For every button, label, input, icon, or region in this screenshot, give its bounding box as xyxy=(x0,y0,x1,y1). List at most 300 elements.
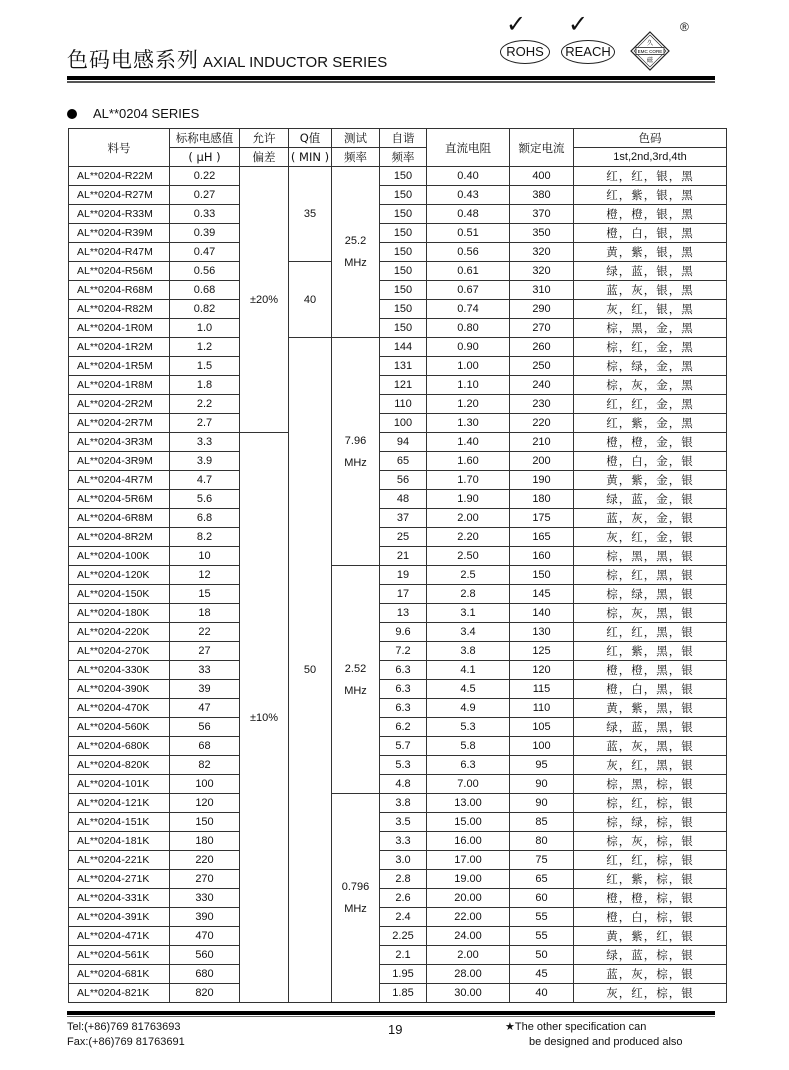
inductance-cell: 3.3 xyxy=(170,433,240,452)
color-code-cell: 蓝，灰，金，银 xyxy=(574,509,727,528)
inductance-cell: 0.82 xyxy=(170,300,240,319)
logo-top-char: 久 xyxy=(646,40,654,47)
dcr-cell: 19.00 xyxy=(427,870,510,889)
part-number-cell: AL**0204-271K xyxy=(69,870,170,889)
header-color-code: 色码 xyxy=(574,129,727,148)
color-code-cell: 绿，蓝，银，黑 xyxy=(574,262,727,281)
inductance-cell: 100 xyxy=(170,775,240,794)
test-frequency-value: 7.96 xyxy=(344,434,367,447)
table-row xyxy=(69,319,727,338)
srf-cell: 2.25 xyxy=(380,927,427,946)
inductance-cell: 12 xyxy=(170,566,240,585)
srf-cell: 150 xyxy=(380,186,427,205)
color-code-cell: 灰，红，棕，银 xyxy=(574,984,727,1003)
inductance-cell: 18 xyxy=(170,604,240,623)
fax: Fax:(+86)769 81763691 xyxy=(67,1036,185,1048)
reach-check-icon: ✓ xyxy=(568,10,589,38)
table-row xyxy=(69,224,727,243)
part-number-cell: AL**0204-181K xyxy=(69,832,170,851)
rohs-check-icon: ✓ xyxy=(506,10,527,38)
part-number-cell: AL**0204-180K xyxy=(69,604,170,623)
srf-cell: 13 xyxy=(380,604,427,623)
table-row xyxy=(69,452,727,471)
table-row xyxy=(69,547,727,566)
srf-cell: 150 xyxy=(380,281,427,300)
rated-current-cell: 150 xyxy=(510,566,574,585)
table-row xyxy=(69,433,727,452)
part-number-cell: AL**0204-R27M xyxy=(69,186,170,205)
color-code-cell: 棕，红，黑，银 xyxy=(574,566,727,585)
color-code-cell: 棕，绿，棕，银 xyxy=(574,813,727,832)
dcr-cell: 0.43 xyxy=(427,186,510,205)
part-number-cell: AL**0204-R47M xyxy=(69,243,170,262)
color-code-cell: 红，紫，棕，银 xyxy=(574,870,727,889)
title-chinese: 色码电感系列 xyxy=(67,48,199,72)
rated-current-cell: 95 xyxy=(510,756,574,775)
srf-cell: 3.8 xyxy=(380,794,427,813)
part-number-cell: AL**0204-R82M xyxy=(69,300,170,319)
inductance-cell: 390 xyxy=(170,908,240,927)
rated-current-cell: 370 xyxy=(510,205,574,224)
dcr-cell: 0.56 xyxy=(427,243,510,262)
srf-cell: 6.3 xyxy=(380,661,427,680)
srf-cell: 150 xyxy=(380,224,427,243)
part-number-cell: AL**0204-220K xyxy=(69,623,170,642)
inductance-cell: 0.33 xyxy=(170,205,240,224)
dcr-cell: 13.00 xyxy=(427,794,510,813)
part-number-cell: AL**0204-5R6M xyxy=(69,490,170,509)
table-row xyxy=(69,167,727,186)
table-row xyxy=(69,756,727,775)
header-test-freq-2: 频率 xyxy=(332,148,380,167)
dcr-cell: 5.8 xyxy=(427,737,510,756)
table-row xyxy=(69,794,727,813)
inductance-cell: 33 xyxy=(170,661,240,680)
part-number-cell: AL**0204-R33M xyxy=(69,205,170,224)
inductance-cell: 0.39 xyxy=(170,224,240,243)
table-row xyxy=(69,680,727,699)
table-row xyxy=(69,718,727,737)
dcr-cell: 2.00 xyxy=(427,946,510,965)
part-number-cell: AL**0204-561K xyxy=(69,946,170,965)
part-number-cell: AL**0204-151K xyxy=(69,813,170,832)
table-row xyxy=(69,528,727,547)
dcr-cell: 2.8 xyxy=(427,585,510,604)
header-q: Q值 xyxy=(289,129,332,148)
rated-current-cell: 65 xyxy=(510,870,574,889)
dcr-cell: 7.00 xyxy=(427,775,510,794)
color-code-cell: 棕，黑，黑，银 xyxy=(574,547,727,566)
rated-current-cell: 320 xyxy=(510,243,574,262)
rated-current-cell: 90 xyxy=(510,775,574,794)
color-code-cell: 蓝，灰，黑，银 xyxy=(574,737,727,756)
page-number: 19 xyxy=(388,1022,403,1037)
srf-cell: 19 xyxy=(380,566,427,585)
color-code-cell: 橙，橙，棕，银 xyxy=(574,889,727,908)
srf-cell: 3.3 xyxy=(380,832,427,851)
table-row xyxy=(69,566,727,585)
inductance-cell: 22 xyxy=(170,623,240,642)
inductance-cell: 56 xyxy=(170,718,240,737)
rated-current-cell: 80 xyxy=(510,832,574,851)
part-number-cell: AL**0204-1R5M xyxy=(69,357,170,376)
color-code-cell: 黄，紫，银，黑 xyxy=(574,243,727,262)
part-number-cell: AL**0204-R39M xyxy=(69,224,170,243)
test-frequency-cell xyxy=(332,167,380,338)
part-number-cell: AL**0204-821K xyxy=(69,984,170,1003)
header-srf-2: 频率 xyxy=(380,148,427,167)
dcr-cell: 15.00 xyxy=(427,813,510,832)
rated-current-cell: 60 xyxy=(510,889,574,908)
color-code-cell: 绿，蓝，金，银 xyxy=(574,490,727,509)
inductance-cell: 47 xyxy=(170,699,240,718)
srf-cell: 17 xyxy=(380,585,427,604)
test-frequency-value: 0.796 xyxy=(341,881,370,893)
part-number-cell: AL**0204-820K xyxy=(69,756,170,775)
inductance-cell: 680 xyxy=(170,965,240,984)
part-number-cell: AL**0204-390K xyxy=(69,680,170,699)
inductance-cell: 68 xyxy=(170,737,240,756)
rated-current-cell: 220 xyxy=(510,414,574,433)
inductance-cell: 1.8 xyxy=(170,376,240,395)
color-code-cell: 橙，橙，银，黑 xyxy=(574,205,727,224)
contact-info xyxy=(67,1020,185,1050)
inductance-cell: 2.7 xyxy=(170,414,240,433)
srf-cell: 3.0 xyxy=(380,851,427,870)
star-icon: ★ xyxy=(505,1021,515,1033)
color-code-cell: 橙，橙，金，银 xyxy=(574,433,727,452)
dcr-cell: 1.30 xyxy=(427,414,510,433)
header-rule xyxy=(67,76,715,80)
rated-current-cell: 165 xyxy=(510,528,574,547)
rated-current-cell: 240 xyxy=(510,376,574,395)
rated-current-cell: 130 xyxy=(510,623,574,642)
part-number-cell: AL**0204-471K xyxy=(69,927,170,946)
rated-current-cell: 100 xyxy=(510,737,574,756)
test-frequency-value: 25.2 xyxy=(344,235,367,247)
part-number-cell: AL**0204-1R8M xyxy=(69,376,170,395)
srf-cell: 5.3 xyxy=(380,756,427,775)
part-number-cell: AL**0204-8R2M xyxy=(69,528,170,547)
table-row xyxy=(69,965,727,984)
color-code-cell: 红，红，银，黑 xyxy=(574,167,727,186)
part-number-cell: AL**0204-3R9M xyxy=(69,452,170,471)
table-row xyxy=(69,851,727,870)
srf-cell: 94 xyxy=(380,433,427,452)
srf-cell: 2.8 xyxy=(380,870,427,889)
part-number-cell: AL**0204-100K xyxy=(69,547,170,566)
srf-cell: 65 xyxy=(380,452,427,471)
header-inductance: 标称电感值 xyxy=(170,129,240,148)
part-number-cell: AL**0204-R68M xyxy=(69,281,170,300)
dcr-cell: 1.70 xyxy=(427,471,510,490)
srf-cell: 150 xyxy=(380,167,427,186)
page-title xyxy=(67,44,387,74)
table-row xyxy=(69,300,727,319)
header-inductance-unit: ( μH ) xyxy=(170,148,240,167)
dcr-cell: 1.20 xyxy=(427,395,510,414)
test-frequency-unit: MHz xyxy=(344,903,367,915)
part-number-cell: AL**0204-150K xyxy=(69,585,170,604)
color-code-cell: 灰，红，黑，银 xyxy=(574,756,727,775)
inductance-cell: 0.68 xyxy=(170,281,240,300)
color-code-cell: 灰，红，银，黑 xyxy=(574,300,727,319)
header-dcr: 直流电阻 xyxy=(427,129,510,167)
color-code-cell: 棕，绿，黑，银 xyxy=(574,585,727,604)
table-row xyxy=(69,604,727,623)
dcr-cell: 17.00 xyxy=(427,851,510,870)
dcr-cell: 1.40 xyxy=(427,433,510,452)
test-frequency-unit: MHz xyxy=(344,456,367,469)
table-row xyxy=(69,243,727,262)
table-row xyxy=(69,699,727,718)
srf-cell: 2.6 xyxy=(380,889,427,908)
inductance-cell: 39 xyxy=(170,680,240,699)
color-code-cell: 棕，黑，金，黑 xyxy=(574,319,727,338)
rated-current-cell: 145 xyxy=(510,585,574,604)
part-number-cell: AL**0204-120K xyxy=(69,566,170,585)
part-number-cell: AL**0204-391K xyxy=(69,908,170,927)
srf-cell: 2.4 xyxy=(380,908,427,927)
inductance-cell: 330 xyxy=(170,889,240,908)
srf-cell: 150 xyxy=(380,205,427,224)
rated-current-cell: 400 xyxy=(510,167,574,186)
rated-current-cell: 85 xyxy=(510,813,574,832)
inductance-cell: 6.8 xyxy=(170,509,240,528)
srf-cell: 144 xyxy=(380,338,427,357)
part-number-cell: AL**0204-270K xyxy=(69,642,170,661)
color-code-cell: 橙，白，黑，银 xyxy=(574,680,727,699)
srf-cell: 110 xyxy=(380,395,427,414)
dcr-cell: 1.60 xyxy=(427,452,510,471)
inductance-cell: 8.2 xyxy=(170,528,240,547)
q-min-cell: 50 xyxy=(289,338,332,1003)
color-code-cell: 黄，紫，黑，银 xyxy=(574,699,727,718)
srf-cell: 150 xyxy=(380,262,427,281)
inductance-cell: 270 xyxy=(170,870,240,889)
srf-cell: 131 xyxy=(380,357,427,376)
header-rated-current: 额定电流 xyxy=(510,129,574,167)
srf-cell: 25 xyxy=(380,528,427,547)
dcr-cell: 0.67 xyxy=(427,281,510,300)
tolerance-cell: ±20% xyxy=(240,167,289,433)
color-code-cell: 红，红，棕，银 xyxy=(574,851,727,870)
part-number-cell: AL**0204-R56M xyxy=(69,262,170,281)
table-row xyxy=(69,927,727,946)
rated-current-cell: 115 xyxy=(510,680,574,699)
rated-current-cell: 55 xyxy=(510,908,574,927)
table-row xyxy=(69,870,727,889)
footer-rule-thin xyxy=(67,1016,715,1017)
dcr-cell: 16.00 xyxy=(427,832,510,851)
dcr-cell: 3.4 xyxy=(427,623,510,642)
srf-cell: 6.2 xyxy=(380,718,427,737)
dcr-cell: 4.9 xyxy=(427,699,510,718)
rated-current-cell: 140 xyxy=(510,604,574,623)
table-row xyxy=(69,623,727,642)
color-code-cell: 红，紫，银，黑 xyxy=(574,186,727,205)
color-code-cell: 棕，灰，金，黑 xyxy=(574,376,727,395)
srf-cell: 6.3 xyxy=(380,699,427,718)
color-code-cell: 棕，绿，金，黑 xyxy=(574,357,727,376)
srf-cell: 37 xyxy=(380,509,427,528)
rated-current-cell: 75 xyxy=(510,851,574,870)
part-number-cell: AL**0204-4R7M xyxy=(69,471,170,490)
header-q-min: ( MIN ) xyxy=(289,148,332,167)
rated-current-cell: 260 xyxy=(510,338,574,357)
header-srf: 自谐 xyxy=(380,129,427,148)
title-english: AXIAL INDUCTOR SERIES xyxy=(203,54,388,71)
table-row xyxy=(69,281,727,300)
color-code-cell: 棕，红，棕，银 xyxy=(574,794,727,813)
table-row xyxy=(69,395,727,414)
rated-current-cell: 200 xyxy=(510,452,574,471)
test-frequency-cell xyxy=(332,338,380,566)
header-tolerance-2: 偏差 xyxy=(240,148,289,167)
inductance-cell: 3.9 xyxy=(170,452,240,471)
rated-current-cell: 40 xyxy=(510,984,574,1003)
part-number-cell: AL**0204-560K xyxy=(69,718,170,737)
color-code-cell: 橙，白，棕，银 xyxy=(574,908,727,927)
table-row xyxy=(69,946,727,965)
color-code-cell: 绿，蓝，黑，银 xyxy=(574,718,727,737)
color-code-cell: 黄，紫，红，银 xyxy=(574,927,727,946)
table-row xyxy=(69,490,727,509)
q-min-cell: 40 xyxy=(289,262,332,338)
srf-cell: 1.85 xyxy=(380,984,427,1003)
rated-current-cell: 50 xyxy=(510,946,574,965)
dcr-cell: 28.00 xyxy=(427,965,510,984)
dcr-cell: 5.3 xyxy=(427,718,510,737)
dcr-cell: 1.10 xyxy=(427,376,510,395)
color-code-cell: 橙，橙，黑，银 xyxy=(574,661,727,680)
srf-cell: 100 xyxy=(380,414,427,433)
rated-current-cell: 190 xyxy=(510,471,574,490)
dcr-cell: 2.50 xyxy=(427,547,510,566)
part-number-cell: AL**0204-331K xyxy=(69,889,170,908)
dcr-cell: 0.80 xyxy=(427,319,510,338)
registered-mark-icon: ® xyxy=(680,20,689,34)
color-code-cell: 橙，白，金，银 xyxy=(574,452,727,471)
srf-cell: 4.8 xyxy=(380,775,427,794)
srf-cell: 48 xyxy=(380,490,427,509)
tolerance-cell: ±10% xyxy=(240,433,289,1003)
inductance-cell: 1.0 xyxy=(170,319,240,338)
srf-cell: 121 xyxy=(380,376,427,395)
rated-current-cell: 310 xyxy=(510,281,574,300)
inductance-cell: 15 xyxy=(170,585,240,604)
table-row xyxy=(69,737,727,756)
srf-cell: 150 xyxy=(380,300,427,319)
color-code-cell: 绿，蓝，棕，银 xyxy=(574,946,727,965)
rated-current-cell: 270 xyxy=(510,319,574,338)
inductance-cell: 0.27 xyxy=(170,186,240,205)
series-title: AL**0204 SERIES xyxy=(93,106,200,121)
srf-cell: 6.3 xyxy=(380,680,427,699)
dcr-cell: 6.3 xyxy=(427,756,510,775)
reach-badge: REACH xyxy=(561,40,615,64)
footer-rule xyxy=(67,1011,715,1015)
color-code-cell: 红，红，金，黑 xyxy=(574,395,727,414)
rated-current-cell: 160 xyxy=(510,547,574,566)
dcr-cell: 24.00 xyxy=(427,927,510,946)
srf-cell: 3.5 xyxy=(380,813,427,832)
spec-table xyxy=(68,128,727,1003)
bullet-icon xyxy=(67,109,77,119)
rated-current-cell: 250 xyxy=(510,357,574,376)
color-code-cell: 红，紫，黑，银 xyxy=(574,642,727,661)
part-number-cell: AL**0204-2R2M xyxy=(69,395,170,414)
inductance-cell: 5.6 xyxy=(170,490,240,509)
color-code-cell: 红，紫，金，黑 xyxy=(574,414,727,433)
note-line-2: be designed and produced also xyxy=(529,1036,683,1048)
part-number-cell: AL**0204-221K xyxy=(69,851,170,870)
color-code-cell: 棕，黑，棕，银 xyxy=(574,775,727,794)
table-row xyxy=(69,376,727,395)
rated-current-cell: 380 xyxy=(510,186,574,205)
srf-cell: 9.6 xyxy=(380,623,427,642)
inductance-cell: 0.56 xyxy=(170,262,240,281)
inductance-cell: 220 xyxy=(170,851,240,870)
inductance-cell: 820 xyxy=(170,984,240,1003)
srf-cell: 150 xyxy=(380,319,427,338)
table-row xyxy=(69,262,727,281)
logo-text: EMC CORE xyxy=(637,49,663,54)
dcr-cell: 0.48 xyxy=(427,205,510,224)
inductance-cell: 120 xyxy=(170,794,240,813)
dcr-cell: 2.5 xyxy=(427,566,510,585)
emc-core-logo-icon xyxy=(630,31,670,71)
rated-current-cell: 175 xyxy=(510,509,574,528)
note-line-1: The other specification can xyxy=(514,1021,647,1033)
header-rule-thin xyxy=(67,81,715,83)
rohs-badge: ROHS xyxy=(500,40,550,64)
srf-cell: 2.1 xyxy=(380,946,427,965)
rated-current-cell: 55 xyxy=(510,927,574,946)
color-code-cell: 棕，灰，黑，银 xyxy=(574,604,727,623)
part-number-cell: AL**0204-1R0M xyxy=(69,319,170,338)
rated-current-cell: 210 xyxy=(510,433,574,452)
table-row xyxy=(69,414,727,433)
table-row xyxy=(69,471,727,490)
table-row xyxy=(69,357,727,376)
color-code-cell: 蓝，灰，棕，银 xyxy=(574,965,727,984)
dcr-cell: 2.00 xyxy=(427,509,510,528)
dcr-cell: 2.20 xyxy=(427,528,510,547)
rated-current-cell: 180 xyxy=(510,490,574,509)
test-frequency-cell xyxy=(332,794,380,1003)
part-number-cell: AL**0204-6R8M xyxy=(69,509,170,528)
table-row xyxy=(69,509,727,528)
srf-cell: 5.7 xyxy=(380,737,427,756)
color-code-cell: 棕，灰，棕，银 xyxy=(574,832,727,851)
inductance-cell: 4.7 xyxy=(170,471,240,490)
inductance-cell: 2.2 xyxy=(170,395,240,414)
rated-current-cell: 120 xyxy=(510,661,574,680)
dcr-cell: 20.00 xyxy=(427,889,510,908)
color-code-cell: 红，红，黑，银 xyxy=(574,623,727,642)
inductance-cell: 10 xyxy=(170,547,240,566)
inductance-cell: 180 xyxy=(170,832,240,851)
table-row xyxy=(69,585,727,604)
inductance-cell: 0.47 xyxy=(170,243,240,262)
header-color-code-sub: 1st,2nd,3rd,4th xyxy=(574,148,727,167)
table-row xyxy=(69,338,727,357)
color-code-cell: 黄，紫，金，银 xyxy=(574,471,727,490)
srf-cell: 150 xyxy=(380,243,427,262)
rated-current-cell: 45 xyxy=(510,965,574,984)
header-test-freq: 测试 xyxy=(332,129,380,148)
